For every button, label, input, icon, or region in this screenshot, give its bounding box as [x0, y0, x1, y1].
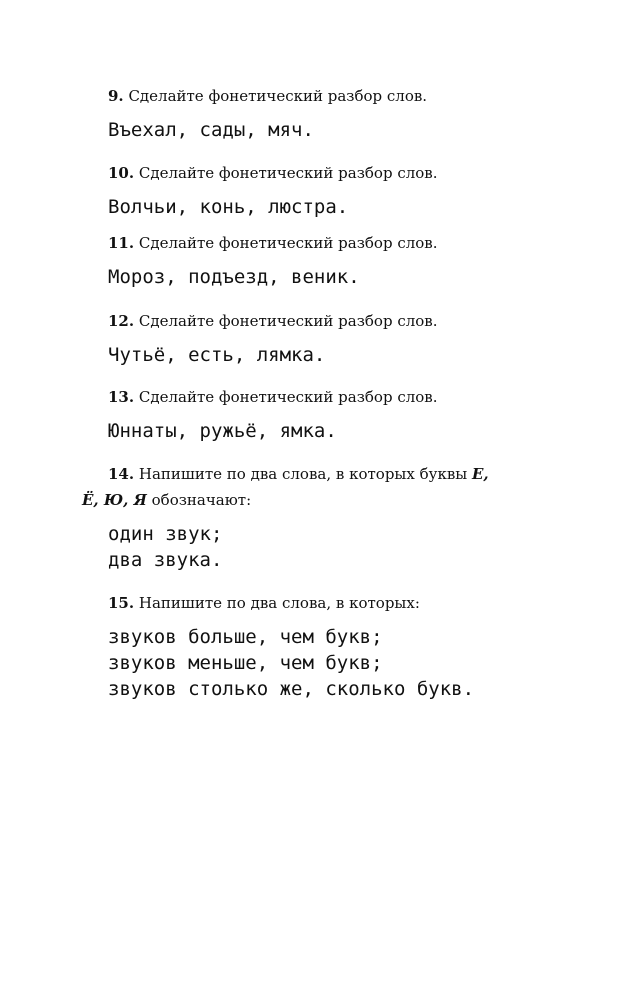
task-words: [108, 264, 568, 290]
task-number: 15.: [108, 594, 135, 612]
words-line: два звука.: [108, 549, 223, 571]
task-12: [108, 308, 568, 368]
words-line: Волчьи, конь, люстра.: [108, 196, 349, 218]
task-instruction: [82, 461, 562, 487]
words-line: Въехал, сады, мяч.: [108, 119, 314, 141]
words-line: один звук;: [108, 523, 223, 545]
task-words: [108, 194, 568, 220]
task-letters: Ё, Ю, Я: [82, 491, 147, 509]
words-line: звуков больше, чем букв;: [108, 626, 383, 648]
task-words: [108, 418, 568, 444]
task-number: 9.: [108, 87, 124, 105]
task-number: 14.: [108, 465, 135, 483]
task-instruction-text: обозначают:: [151, 491, 252, 509]
words-line: Юннаты, ружьё, ямка.: [108, 420, 337, 442]
task-instruction-text: Сделайте фонетический разбор слов.: [128, 87, 428, 105]
task-number: 13.: [108, 388, 135, 406]
task-15: [108, 590, 568, 702]
task-words: [108, 624, 568, 702]
task-13: [108, 384, 568, 444]
task-instruction-text: Сделайте фонетический разбор слов.: [138, 312, 438, 330]
task-number: 11.: [108, 234, 135, 252]
task-number: 12.: [108, 312, 135, 330]
task-instruction: [108, 308, 568, 334]
task-words: [108, 342, 568, 368]
task-instruction-text: Напишите по два слова, в которых буквы: [138, 465, 468, 483]
task-14: [82, 461, 562, 573]
words-line: Чутьё, есть, лямка.: [108, 344, 326, 366]
task-instruction-text: Сделайте фонетический разбор слов.: [138, 388, 438, 406]
task-number: 10.: [108, 164, 135, 182]
task-instruction-text: Сделайте фонетический разбор слов.: [138, 234, 438, 252]
task-9: [108, 83, 568, 143]
task-words: [108, 117, 568, 143]
task-instruction: [108, 384, 568, 410]
task-words: [82, 521, 562, 573]
task-instruction: [108, 160, 568, 186]
task-instruction: [108, 590, 568, 616]
words-line: звуков меньше, чем букв;: [108, 652, 383, 674]
task-letters: Е,: [471, 465, 489, 483]
task-10: [108, 160, 568, 220]
task-instruction-text: Сделайте фонетический разбор слов.: [138, 164, 438, 182]
task-instruction-text: Напишите по два слова, в которых:: [138, 594, 420, 612]
words-line: Мороз, подъезд, веник.: [108, 266, 360, 288]
words-line: звуков столько же, сколько букв.: [108, 678, 475, 700]
task-instruction-continued: [82, 487, 562, 513]
task-11: [108, 230, 568, 290]
task-instruction: [108, 83, 568, 109]
task-instruction: [108, 230, 568, 256]
